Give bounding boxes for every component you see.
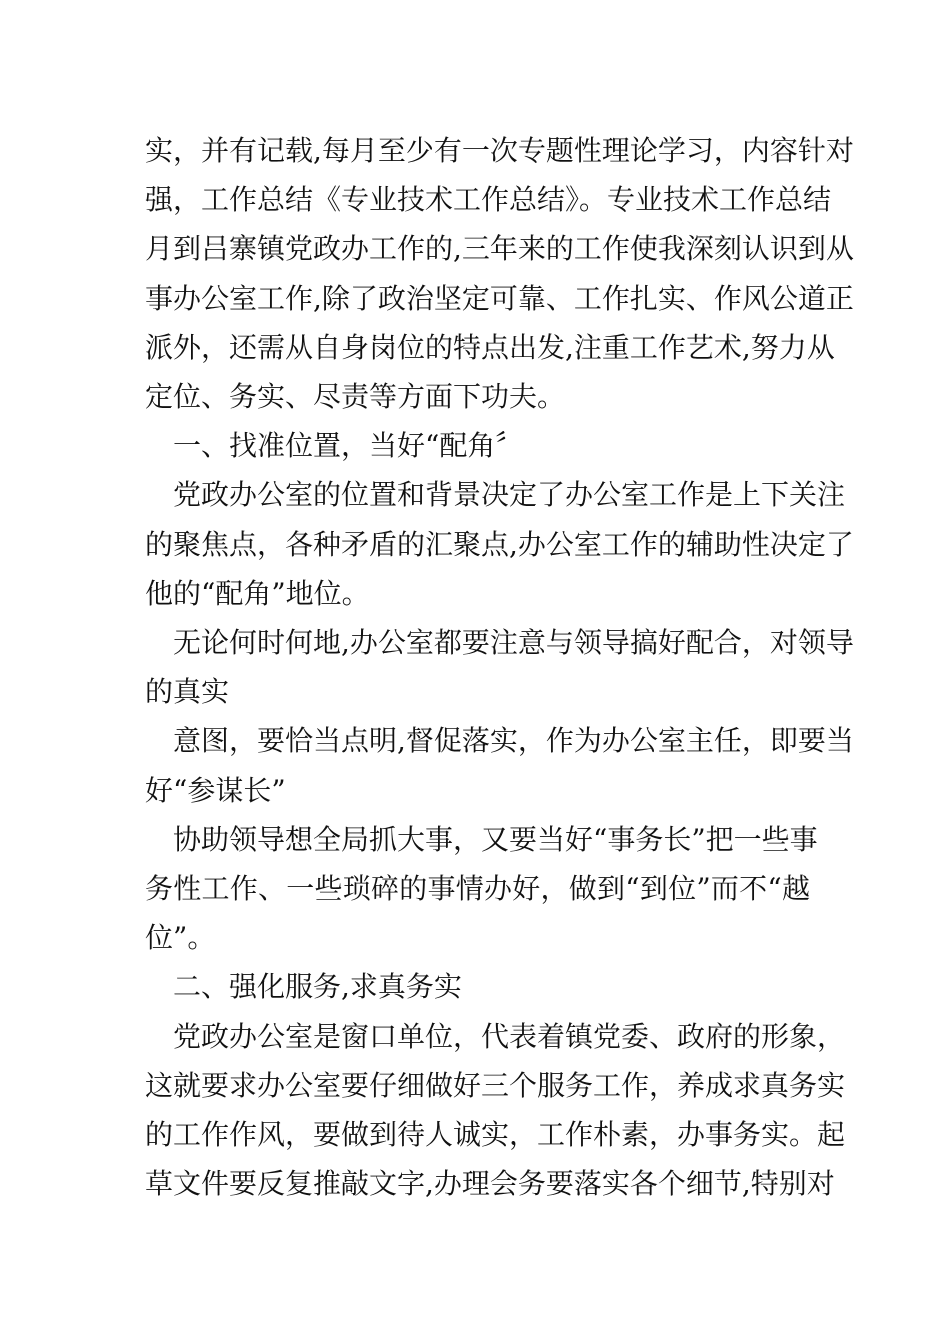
text-line: 月到吕寨镇党政办工作的,三年来的工作使我深刻认识到从 [145, 232, 854, 266]
paragraph-start-line: 党政办公室是窗口单位，代表着镇党委、政府的形象， [173, 1019, 846, 1053]
text-line: 位”。 [145, 921, 216, 955]
paragraph-start-line: 党政办公室的位置和背景决定了办公室工作是上下关注 [173, 478, 846, 512]
text-line: 强，工作总结《专业技术工作总结》。专业技术工作总结 [145, 183, 832, 217]
paragraph-start-line: 无论何时何地,办公室都要注意与领导搞好配合，对领导 [173, 626, 854, 660]
text-line: 派外，还需从自身岗位的特点出发,注重工作艺术,努力从 [145, 330, 835, 364]
text-line: 务性工作、一些琐碎的事情办好，做到“到位”而不“越 [145, 872, 810, 906]
text-line: 这就要求办公室要仔细做好三个服务工作，养成求真务实 [145, 1068, 846, 1102]
text-line: 好“参谋长” [145, 773, 286, 807]
text-line: 实，并有记载,每月至少有一次专题性理论学习，内容针对 [145, 134, 854, 167]
section-heading: 一、找准位置，当好“配角〞 [173, 429, 524, 463]
text-line: 他的“配角”地位。 [145, 576, 370, 610]
paragraph-start-line: 意图，要恰当点明,督促落实，作为办公室主任，即要当 [173, 724, 854, 758]
paragraph-start-line: 协助领导想全局抓大事，又要当好“事务长”把一些事 [173, 822, 818, 856]
text-line: 草文件要反复推敲文字,办理会务要落实各个细节,特别对 [145, 1167, 835, 1201]
text-line: 事办公室工作,除了政治坚定可靠、工作扎实、作风公道正 [145, 281, 854, 315]
text-line: 的工作作风，要做到待人诚实，工作朴素，办事务实。起 [145, 1118, 846, 1152]
text-line: 定位、务实、尽责等方面下功夫。 [145, 380, 566, 414]
text-line: 的真实 [145, 675, 230, 709]
section-heading: 二、强化服务,求真务实 [173, 970, 462, 1004]
text-line: 的聚焦点，各种矛盾的汇聚点,办公室工作的辅助性决定了 [145, 527, 854, 561]
document-body [145, 126, 854, 1208]
